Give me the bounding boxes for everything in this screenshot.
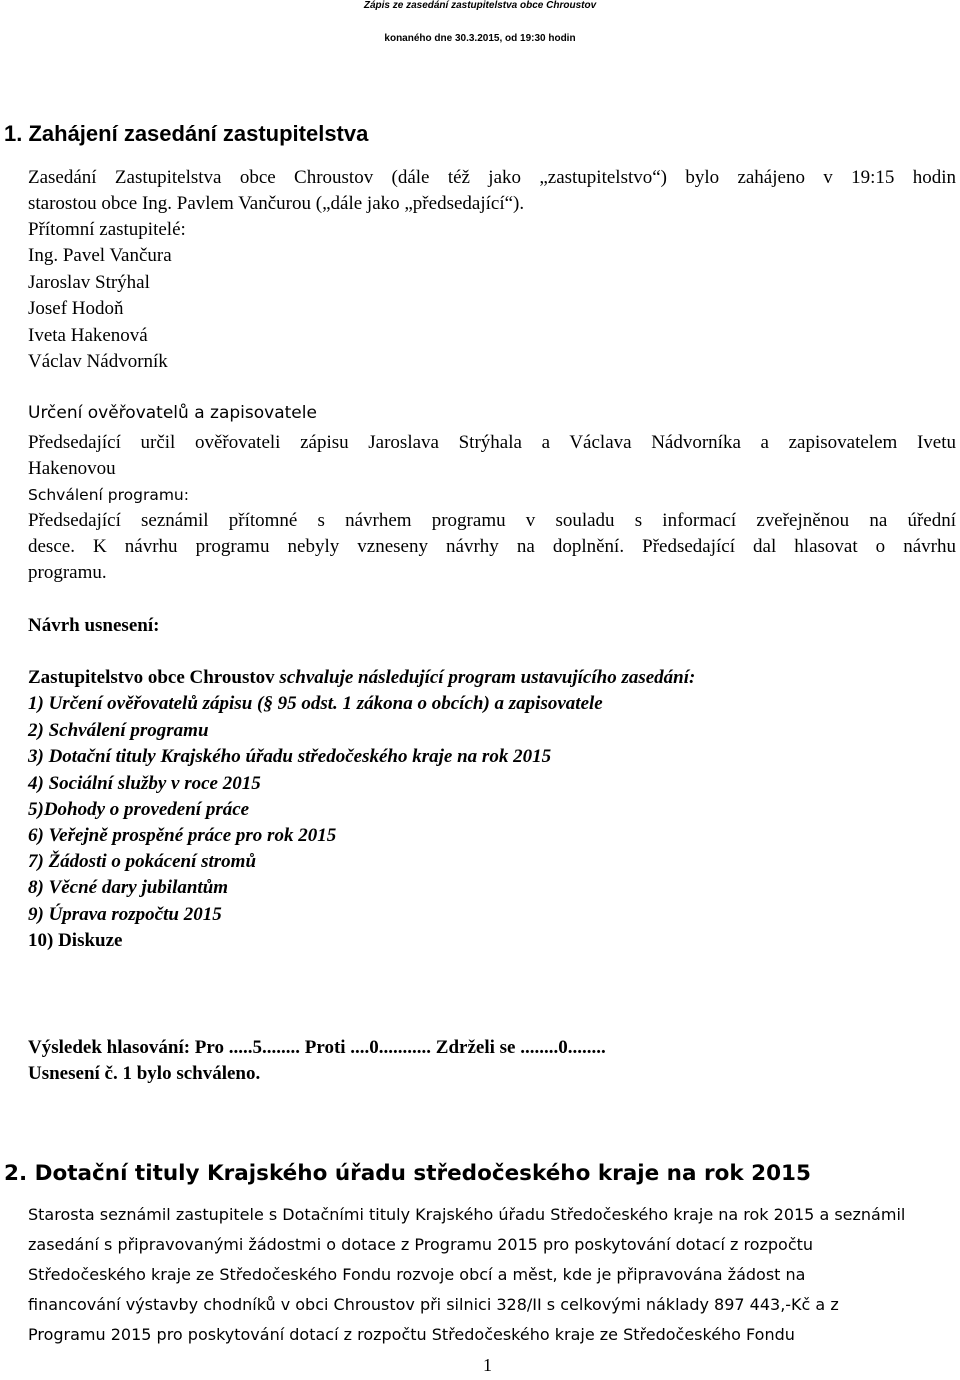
- resolution-approved: Usnesení č. 1 bylo schváleno.: [28, 1063, 261, 1084]
- agenda-item: 2) Schválení programu: [28, 720, 209, 741]
- agenda-item: 10) Diskuze: [28, 930, 123, 951]
- agenda-item: 6) Veřejně prospěné práce pro rok 2015: [28, 825, 337, 846]
- proposal-label: Návrh usnesení:: [28, 615, 160, 636]
- member-item: Jaroslav Strýhal: [28, 272, 150, 293]
- agenda-item: 9) Úprava rozpočtu 2015: [28, 904, 222, 925]
- section-2-line: financování výstavby chodníků v obci Chroustov při silnici 328/II s celkovými náklady 897 443,-Kč a z: [28, 1295, 839, 1314]
- agenda-item: 8) Věcné dary jubilantům: [28, 877, 229, 898]
- agenda-item: 7) Žádosti o pokácení stromů: [28, 851, 257, 872]
- section-1-heading: 1. Zahájení zasedání zastupitelstva: [4, 121, 369, 146]
- member-item: Iveta Hakenová: [28, 325, 148, 346]
- section-2-line: Středočeského kraje ze Středočeského Fondu rozvoje obcí a měst, kde je připravována žádost na: [28, 1265, 806, 1284]
- member-item: Václav Nádvorník: [28, 351, 168, 372]
- section-2-line: Starosta seznámil zastupitele s Dotačními tituly Krajského úřadu Středočeského kraje na rok 2015 a seznámil: [28, 1205, 906, 1224]
- member-item: Josef Hodoň: [28, 298, 124, 319]
- section-2-line: zasedání s připravovanými žádostmi o dotace z Programu 2015 pro poskytování dotací z rozpočtu: [28, 1235, 814, 1254]
- resolution-verb: schvaluje následující program ustavujícího zasedání:: [279, 667, 696, 688]
- document-subtitle: konaného dne 30.3.2015, od 19:30 hodin: [384, 33, 576, 44]
- page-number: 1: [483, 1355, 492, 1375]
- verifiers-heading: Určení ověřovatelů a zapisovatele: [28, 403, 317, 423]
- vote-result: Výsledek hlasování: Pro .....5........ Proti ....0........... Zdrželi se ........0........: [28, 1037, 606, 1058]
- resolution-line: [28, 667, 695, 689]
- agenda-item: 4) Sociální služby v roce 2015: [28, 773, 261, 794]
- resolution-lead: Zastupitelstvo obce Chroustov: [28, 667, 275, 688]
- present-label: Přítomní zastupitelé:: [28, 219, 186, 240]
- member-item: Ing. Pavel Vančura: [28, 245, 172, 266]
- intro-line-2: starostou obce Ing. Pavlem Vančurou („dále jako „předsedající“).: [28, 193, 525, 214]
- program-line-3: programu.: [28, 562, 107, 583]
- program-line-2: desce. K návrhu programu nebyly vzneseny návrhy na doplnění. Předsedající dal hlasovat o návrhu: [28, 536, 956, 557]
- section-2-line: Programu 2015 pro poskytování dotací z rozpočtu Středočeského kraje ze Středočeského Fondu: [28, 1325, 795, 1344]
- verifiers-line-1: Předsedající určil ověřovateli zápisu Jaroslava Strýhala a Václava Nádvorníka a zapisovatelem Ivetu: [28, 432, 956, 453]
- document-title: Zápis ze zasedání zastupitelstva obce Chroustov: [363, 0, 597, 11]
- program-line-1: Předsedající seznámil přítomné s návrhem programu v souladu s informací zveřejněnou na úřední: [28, 510, 956, 531]
- intro-line-1: Zasedání Zastupitelstva obce Chroustov (dále též jako „zastupitelstvo“) bylo zahájeno v 19:15 hodin: [28, 167, 956, 188]
- verifiers-line-2: Hakenovou: [28, 458, 116, 479]
- agenda-item: 3) Dotační tituly Krajského úřadu středočeského kraje na rok 2015: [28, 746, 552, 767]
- agenda-item: 5)Dohody o provedení práce: [28, 799, 250, 820]
- agenda-item: 1) Určení ověřovatelů zápisu (§ 95 odst. 1 zákona o obcích) a zapisovatele: [28, 693, 603, 714]
- program-heading: Schválení programu:: [28, 486, 189, 504]
- section-2-heading: 2. Dotační tituly Krajského úřadu středočeského kraje na rok 2015: [4, 1161, 811, 1186]
